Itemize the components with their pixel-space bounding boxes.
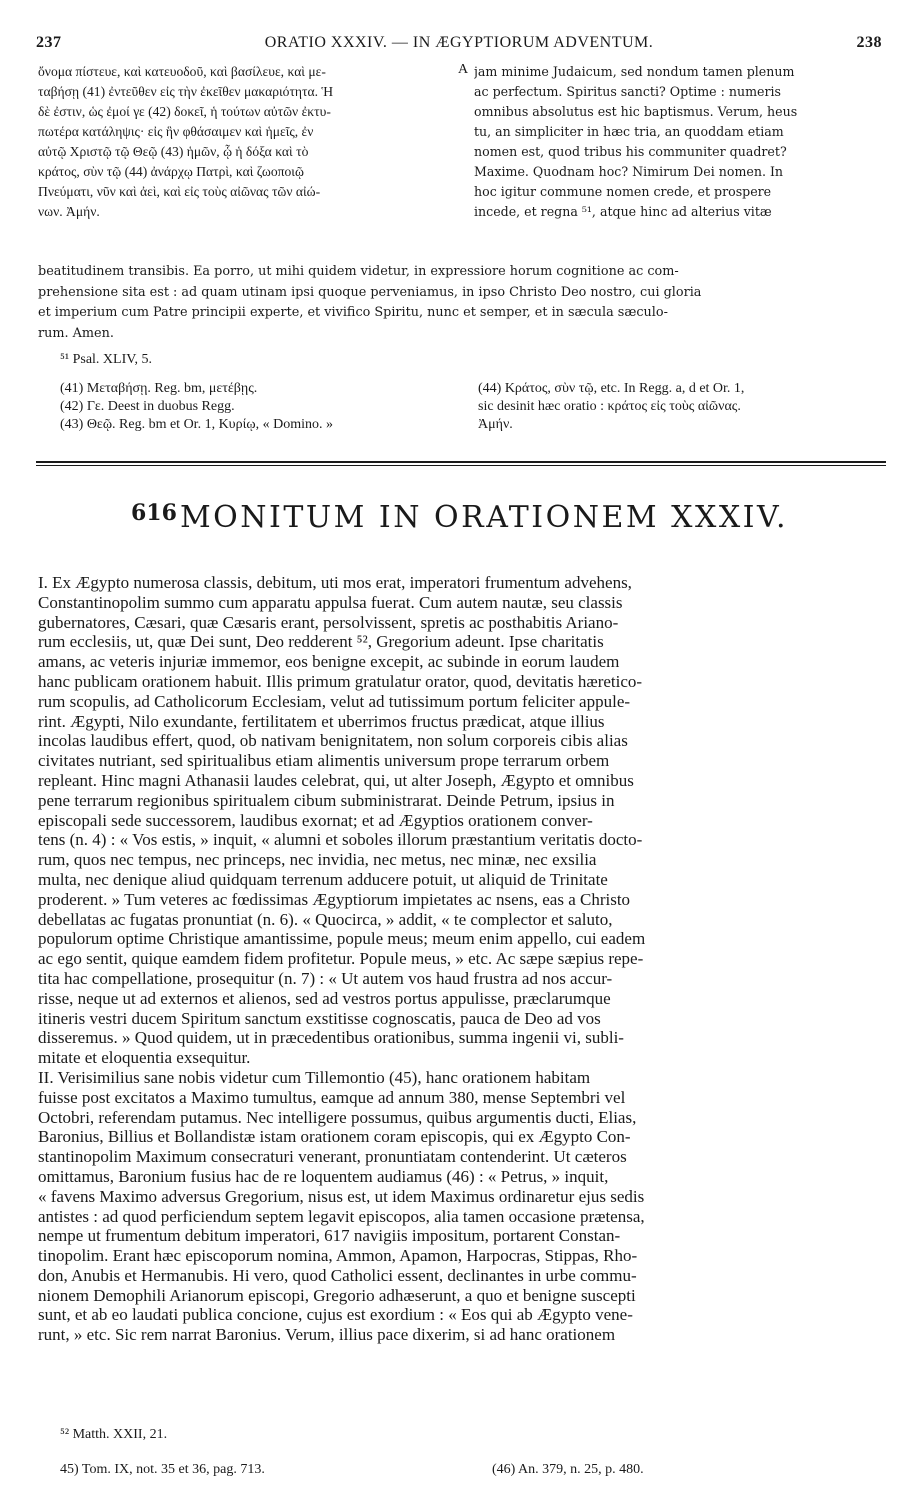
text-line: tu, an simpliciter in hæc tria, an quoddam etiam	[474, 124, 784, 139]
text-line: disseremus. » Quod quidem, ut in præcedentibus orationibus, summa ingenii vi, subli-	[38, 1028, 624, 1048]
column-marker: A	[458, 62, 469, 77]
text-line: proderent. » Tum veteres ac fœdissimas Ægyptiorum impietates ac nsens, eas a Christo	[38, 889, 631, 909]
text-line: debellatas ac fugatas pronuntiat (n. 6). « Quocirca, » addit, « te complector et saluto,	[38, 909, 613, 929]
text-line: ταβήσῃ (41) ἐντεῦθεν εἰς τὴν ἐκεῖθεν μακαριότητα. Ἡ	[38, 84, 334, 99]
page-number-left: 237	[36, 34, 62, 51]
text-line: αὐτῷ Χριστῷ τῷ Θεῷ (43) ἡμῶν, ᾧ ἡ δόξα καὶ τὸ	[38, 144, 309, 159]
variant-note: (41) Μεταβήσῃ. Reg. bm, μετέβῃς.	[60, 381, 258, 396]
text-line: pene terrarum regionibus spiritualem cibum subministrarat. Deinde Petrum, ipsius in	[38, 790, 615, 810]
footnote-46: (46) An. 379, n. 25, p. 480.	[492, 1462, 644, 1477]
text-line: don, Anubis et Hermanubis. Hi vero, quod Catholici essent, declinantes in urbe commu-	[38, 1265, 637, 1285]
text-line: incede, et regna ⁵¹, atque hinc ad alterius vitæ	[474, 204, 772, 219]
text-line: stantinopolim Maximum consecraturi venerant, pronuntiatam contenderint. Ut cæteros	[38, 1147, 627, 1167]
latin-text-column	[474, 62, 884, 222]
text-line: tita hac compellatione, prosequitur (n. 7) : « Ut autem vos haud frustra ad nos accur-	[38, 968, 613, 988]
text-line: rint. Ægypti, Nilo exundante, fertilitatem et uberrimos fructus prædicat, atque illius	[38, 711, 605, 731]
text-line: itineris vestri ducem Spiritum sanctum exstitisse cognoscatis, pauca de Deo ad vos	[38, 1008, 601, 1028]
text-line: fuisse post excitatos a Maximo tumultus, eamque ad annum 380, mense Septembri vel	[38, 1087, 626, 1107]
monitum-body	[38, 573, 886, 1345]
text-line: beatitudinem transibis. Ea porro, ut mihi quidem videtur, in expressiore horum cognitione ac com-	[38, 264, 679, 279]
variant-note: Ἀμήν.	[478, 417, 513, 432]
text-line: nempe ut frumentum debitum imperatori, 617 navigiis impositum, portarent Constan-	[38, 1226, 621, 1246]
text-line: gubernatores, Cæsari, quæ Cæsaris erant, persolvissent, spretis ac posthabitis Ariano-	[38, 612, 619, 632]
column-number: 616	[131, 500, 177, 526]
text-line: Octobri, referendam putamus. Nec intelligere possumus, quibus argumentis ducti, Elias,	[38, 1107, 637, 1127]
text-line: Baronius, Billius et Bollandistæ istam orationem coram episcopis, qui ex Ægypto Con-	[38, 1127, 631, 1147]
footnote-45: 45) Tom. IX, not. 35 et 36, pag. 713.	[60, 1462, 265, 1477]
variant-note: (42) Γε. Deest in duobus Regg.	[60, 399, 235, 414]
text-line: Πνεύματι, νῦν καὶ ἀεὶ, καὶ εἰς τοὺς αἰῶνας τῶν αἰώ-	[38, 184, 321, 199]
text-line: I. Ex Ægypto numerosa classis, debitum, uti mos erat, imperatori frumentum advehens,	[38, 573, 632, 592]
text-line: hanc publicam orationem habuit. Illis primum gratulatur orator, quod, devitatis hæretico-	[38, 671, 643, 691]
variant-notes-right	[478, 380, 888, 434]
variant-note: sic desinit hæc oratio : κράτος εἰς τοὺς αἰῶνας.	[478, 399, 741, 414]
text-line: δὲ ἐστιν, ὡς ἐμοί γε (42) δοκεῖ, ἡ τούτων αὐτῶν ἐκτυ-	[38, 104, 331, 119]
text-line: repleant. Hinc magni Athanasii laudes celebrat, qui, ut alter Joseph, Ægypto et omnibus	[38, 770, 634, 790]
monitum-title: MONITUM IN ORATIONEM XXXIV.	[179, 500, 788, 535]
footnote-51: ⁵¹ Psal. XLIV, 5.	[60, 352, 153, 367]
page-number-right: 238	[856, 34, 882, 51]
text-line: rum. Amen.	[38, 325, 114, 341]
text-line: episcopali sede successorem, laudibus exornat; et ad Ægyptios orationem conver-	[38, 810, 593, 830]
text-line: rum, quos nec tempus, nec princeps, nec invidia, nec metus, nec minæ, nec exsilia	[38, 850, 597, 870]
text-line: « favens Maximo adversus Gregorium, nisus est, ut idem Maximus ordinaretur ejus sedis	[38, 1186, 645, 1206]
text-line: et imperium cum Patre principii experte, et vivifico Spiritu, nunc et semper, et in sæcula sæculo-	[38, 305, 668, 320]
text-line: prehensione sita est : ad quam utinam ipsi quoque perveniamus, in ipso Christo Deo nostro, cui gloria	[38, 284, 702, 300]
text-line: incolas laudibus effert, quod, ob nativam benignitatem, non solum corporeis cibis alias	[38, 731, 628, 751]
running-head	[36, 34, 882, 56]
text-line: κράτος, σὺν τῷ (44) ἀνάρχῳ Πατρὶ, καὶ ζωοποιῷ	[38, 164, 304, 179]
text-line: nionem Demophili Arianorum episcopi, Gregorio adhæserunt, a quo et benigne suscepti	[38, 1285, 636, 1305]
text-line: νων. Ἀμήν.	[38, 204, 100, 219]
text-line: risse, neque ut ad externos et alienos, sed ad vestros portus appulisse, præclarumque	[38, 988, 611, 1008]
text-line: πωτέρα κατάληψις· εἰς ἣν φθάσαιμεν καὶ ἡμεῖς, ἐν	[38, 124, 314, 139]
text-line: civitates nutriant, sed spiritualibus etiam alimentis universum prope terrarum orbem	[38, 751, 610, 771]
text-line: ac ego sentit, quique eamdem fidem profitetur. Popule meus, » etc. Ac sæpe sæpius repe-	[38, 949, 644, 969]
variant-note: (43) Θεῷ. Reg. bm et Or. 1, Κυρίῳ, « Domino. »	[60, 417, 333, 432]
text-line: ac perfectum. Spiritus sancti? Optime : numeris	[474, 84, 782, 99]
section-divider-thin	[36, 465, 886, 466]
text-line: antistes : ad quod perficiendum septem legavit episcopos, alia tamen occasione prætensa,	[38, 1206, 645, 1226]
latin-continuation	[38, 262, 884, 344]
text-line: nomen est, quod tribus his communiter quadret?	[474, 144, 787, 159]
text-line: omnibus absolutus est hic baptismus. Verum, heus	[474, 104, 798, 119]
text-line: multa, nec denique aliud quidquam terrenum adducere potuit, ut aliquid de Trinitate	[38, 869, 608, 889]
monitum-heading	[0, 500, 919, 535]
greek-text-column	[38, 62, 456, 222]
variant-notes-left	[60, 380, 460, 434]
text-line: ὄνομα πίστευε, καὶ κατευοδοῦ, καὶ βασίλευε, καὶ με-	[38, 64, 326, 79]
footnote-52: ⁵² Matth. XXII, 21.	[60, 1427, 168, 1442]
text-line: jam minime Judaicum, sed nondum tamen plenum	[474, 64, 795, 79]
text-line: tens (n. 4) : « Vos estis, » inquit, « alumni et soboles illorum præstantium veritatis docto-	[38, 830, 643, 850]
text-line: runt, » etc. Sic rem narrat Baronius. Verum, illius pace dixerim, si ad hanc orationem	[38, 1325, 616, 1345]
variant-note: (44) Κράτος, σὺν τῷ, etc. In Regg. a, d et Or. 1,	[478, 381, 745, 396]
text-line: II. Verisimilius sane nobis videtur cum Tillemontio (45), hanc orationem habitam	[38, 1067, 591, 1087]
running-title: ORATIO XXXIV. — IN ÆGYPTIORUM ADVENTUM.	[264, 34, 654, 51]
text-line: rum scopulis, ad Catholicorum Ecclesiam, velut ad tutissimum portum feliciter appule-	[38, 691, 631, 711]
text-line: mitate et eloquentia exsequitur.	[38, 1048, 251, 1068]
section-divider	[36, 461, 886, 463]
text-line: Maxime. Quodnam hoc? Nimirum Dei nomen. In	[474, 164, 784, 179]
text-line: amans, ac veteris injuriæ immemor, eos benigne excepit, ac subinde in eorum laudem	[38, 652, 620, 672]
text-line: populorum optime Christique amantissime, popule meus; meum enim appello, cui eadem	[38, 929, 646, 949]
text-line: Constantinopolim summo cum apparatu appulsa fuerat. Cum autem nautæ, seu classis	[38, 592, 623, 612]
text-line: hoc igitur commune nomen crede, et prospere	[474, 184, 772, 199]
text-line: rum ecclesiis, ut, quæ Dei sunt, Deo redderent ⁵², Gregorium adeunt. Ipse charitatis	[38, 632, 604, 652]
text-line: tinopolim. Erant hæc episcoporum nomina, Ammon, Apamon, Harpocras, Stippas, Rho-	[38, 1246, 638, 1266]
text-line: omittamus, Baronium fusius hac de re loquentem audiamus (46) : « Petrus, » inquit,	[38, 1166, 609, 1186]
text-line: sunt, et ab eo laudati publica concione, cujus est exordium : « Eos qui ab Ægypto vene-	[38, 1305, 633, 1325]
